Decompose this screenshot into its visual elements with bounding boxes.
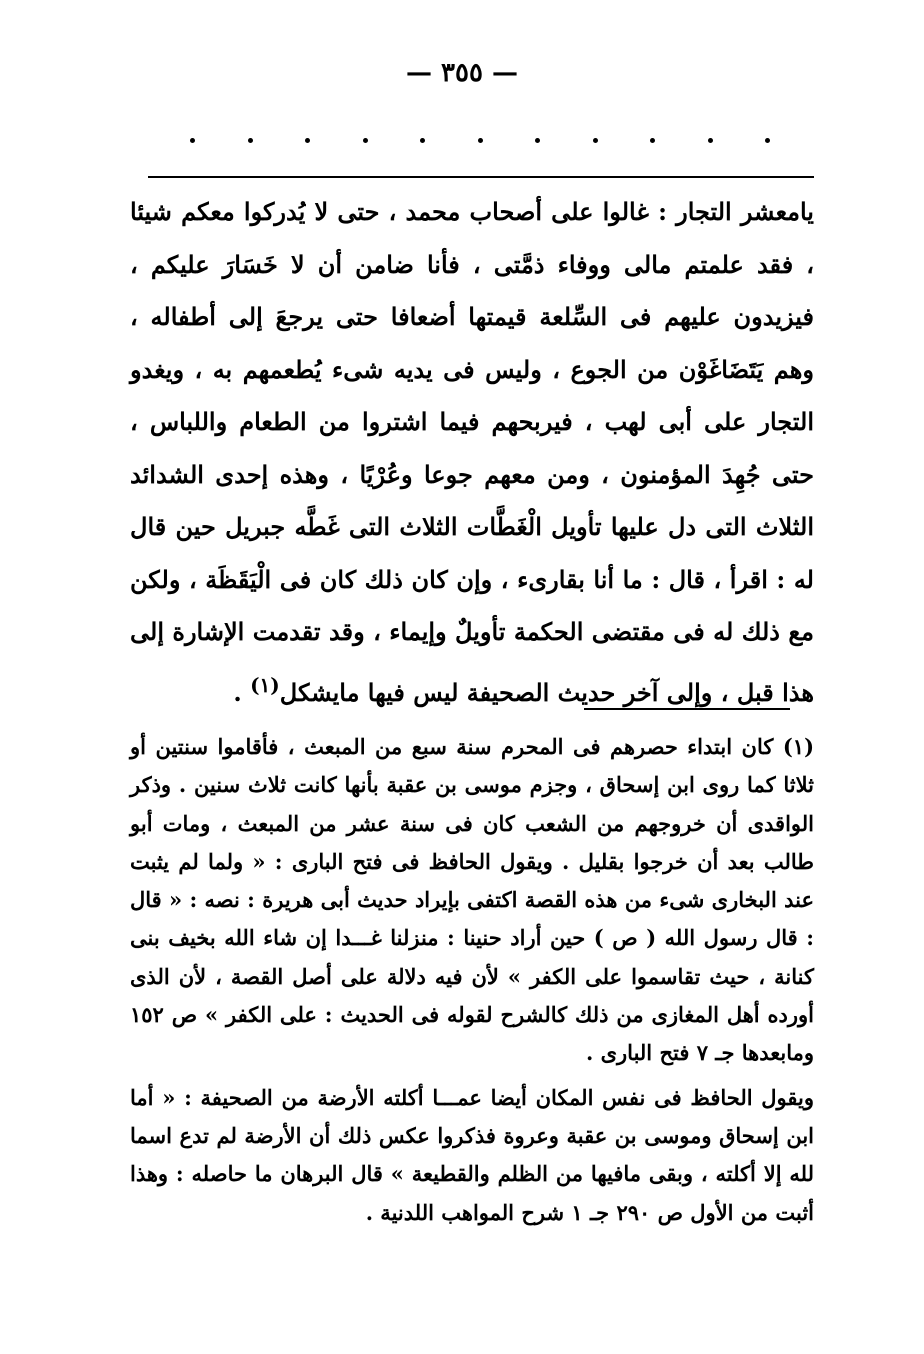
ornament-dot <box>363 138 368 143</box>
ornament-dot <box>593 138 598 143</box>
ornament-dot <box>535 138 540 143</box>
ornament-dot <box>708 138 713 143</box>
main-paragraph <box>130 186 814 719</box>
ornament-dot <box>478 138 483 143</box>
dot-ornament <box>190 138 770 143</box>
footnote-separator <box>584 708 790 710</box>
main-paragraph-text: يامعشر التجار : غالوا على أصحاب محمد ، حتى لا يُدركوا معكم شيئا ، فقد علمتم مالى ووفاء ذمَّتى ، فأنا ضامن أن لا خَسَارَ عليكم ، فيزيدون عليهم فى السِّلعة قيمتها أضعافا حتى يرجعَ إلى أطفاله ، وهم يَتَضَاغَوْن من الجوع ، وليس فى يديه شىء يُطعمهم به ، ويغدو التجار على أبى لهب ، فيربحهم فيما اشتروا من الطعام واللباس ، حتى جُهِدَ المؤمنون ، ومن معهم جوعا وعُرْيًا ، وهذه إحدى الشدائد الثلاث التى دل عليها تأويل الْغَطَّات الثلاث التى غَطَّه جبريل حين قال له : اقرأ ، قال : ما أنا بقارىء ، وإن كان ذلك كان فى الْيَقَظَة ، ولكن مع ذلك له فى مقتضى الحكمة تأويلٌ وإيماء ، وقد تقدمت الإشارة إلى هذا قبل ، وإلى آخر حديث الصحيفة ليس فيها مايشكل <box>130 197 814 707</box>
footnotes-block <box>130 728 814 1232</box>
ornament-dot <box>305 138 310 143</box>
footnote-reference: (١) <box>250 672 280 697</box>
footnote-second: ويقول الحافظ فى نفس المكان أيضا عمـــا أكلته الأرضة من الصحيفة : « أما ابن إسحاق وموسى بن عقبة وعروة فذكروا عكس ذلك أن الأرضة لم تدع اسما لله إلا أكلته ، وبقى مافيها من الظلم والقطيعة » قال البرهان ما حاصله : وهذا أثبت من الأول ص ٢٩٠ جـ ١ شرح المواهب اللدنية . <box>130 1084 814 1225</box>
main-paragraph-end: . <box>233 677 251 707</box>
ornament-dot <box>420 138 425 143</box>
ornament-dot <box>190 138 195 143</box>
ornament-dot <box>248 138 253 143</box>
page-number: — ٣٥٥ — <box>405 58 519 88</box>
main-text-block <box>130 186 814 719</box>
ornament-dot <box>765 138 770 143</box>
footnote-first: (١) كان ابتداء حصرهم فى المحرم سنة سبع من المبعث ، فأقاموا سنتين أو ثلاثا كما روى ابن إسحاق ، وجزم موسى بن عقبة بأنها كانت ثلاث سنين . وذكر الواقدى أن خروجهم من الشعب كان فى سنة عشر من المبعث ، ومات أبو طالب بعد أن خرجوا بقليل . ويقول الحافظ فى فتح البارى : « ولما لم يثبت عند البخارى شىء من هذه القصة اكتفى بإيراد حديث أبى هريرة : نصه : « قال : قال رسول الله ( ص ) حين أراد حنينا : منزلنا غـــدا إن شاء الله بخيف بنى كنانة ، حيث تقاسموا على الكفر » لأن فيه دلالة على أصل القصة ، لأن الذى أورده أهل المغازى من ذلك كالشرح لقوله فى الحديث : على الكفر » ص ١٥٢ ومابعدها جـ ٧ فتح البارى . <box>130 734 814 1066</box>
ornament-dot <box>650 138 655 143</box>
header-rule <box>148 176 814 178</box>
